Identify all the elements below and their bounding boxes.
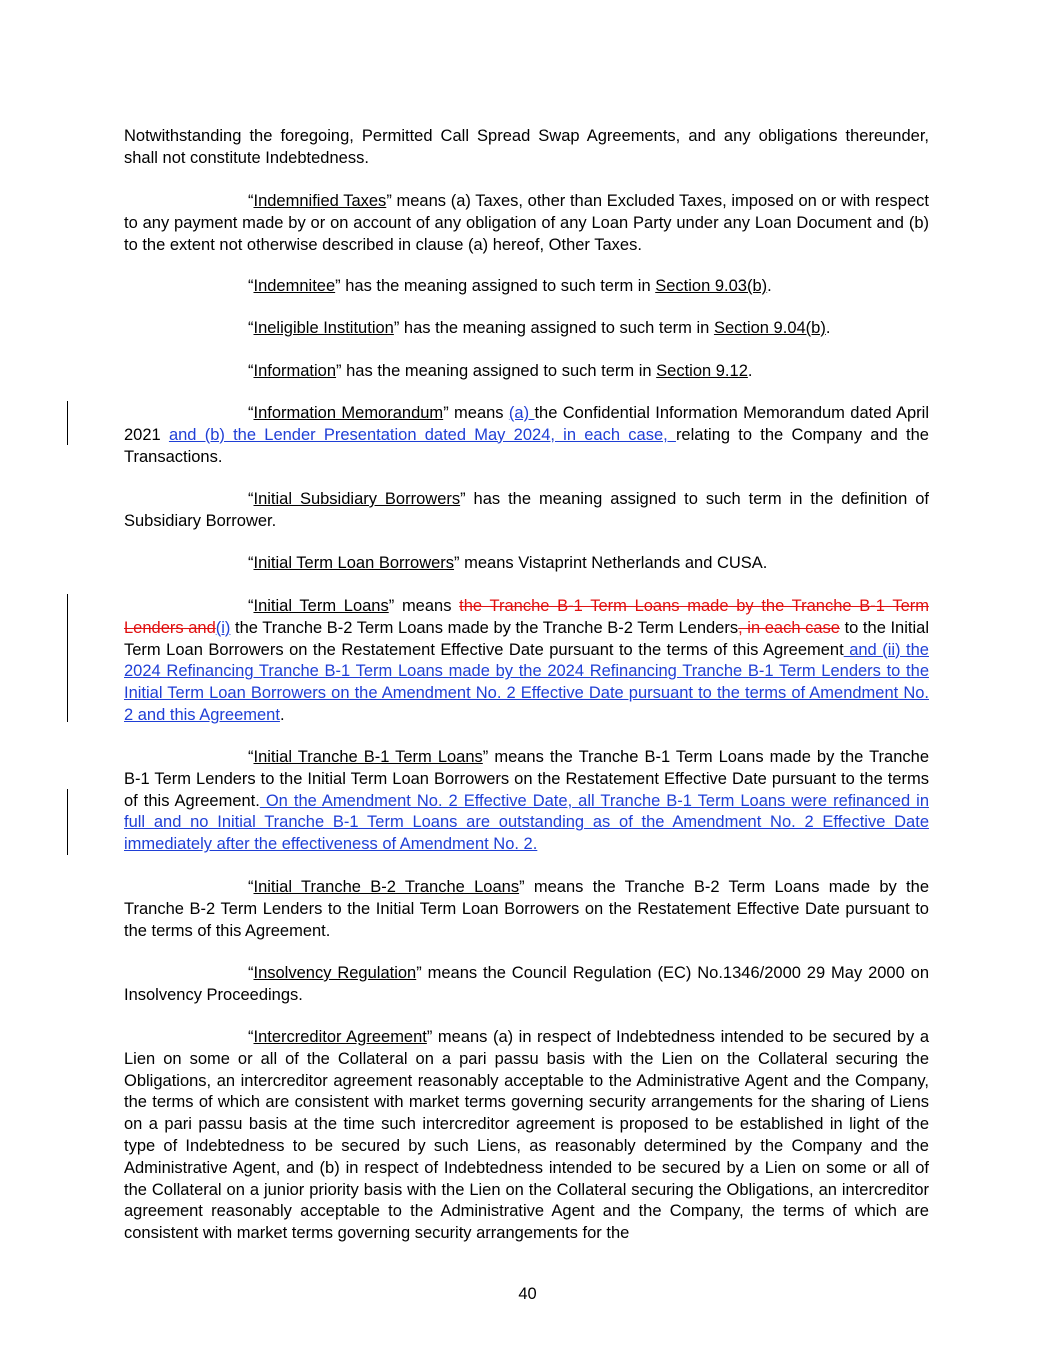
defined-term: Initial Term Loan Borrowers xyxy=(253,554,455,572)
defined-term: Indemnified Taxes xyxy=(253,192,387,210)
section-reference: Section 9.04(b) xyxy=(713,319,826,337)
defined-term: Information xyxy=(253,362,337,380)
inserted-text: and (ii) the 2024 Refinancing Tranche B-1 Term Loans made by the 2024 Refinancing Tranche B-1 Term Lenders to the Initial Term Loan Borrowers on the Amendment No. 2 Effective Date pursuant to the terms of Amendment No. 2 and this Agreement xyxy=(124,640,929,724)
definition-initial-term-loan-borrowers: “Initial Term Loan Borrowers” means Vistaprint Netherlands and CUSA. xyxy=(248,554,768,572)
definition-ineligible-institution: “Ineligible Institution” has the meaning assigned to such term in Section 9.04(b). xyxy=(248,319,831,337)
section-reference: Section 9.03(b) xyxy=(655,277,768,295)
definition-initial-term-loans: “Initial Term Loans” means the Tranche B-1 Term Loans made by the Tranche B-1 Term Lenders and(i) the Tranche B-2 Term Loans made by the Tranche B-2 Term Lenders, in each case to the Initial Term Loan Borrowers on the Restatement Effective Date pursuant to the terms of this Agreement and (ii) the 2024 Refinancing Tranche B-1 Term Loans made by the 2024 Refinancing Tranche B-1 Term Lenders to the Initial Term Loan Borrowers on the Amendment No. 2 Effective Date pursuant to the terms of Amendment No. 2 and this Agreement. xyxy=(124,597,930,724)
defined-term: Intercreditor Agreement xyxy=(253,1028,427,1046)
defined-term: Initial Term Loans xyxy=(253,597,389,615)
inserted-text: On the Amendment No. 2 Effective Date, all Tranche B-1 Term Loans were refinanced in full and no Initial Tranche B-1 Term Loans are outstanding as of the Amendment No. 2 Effective Date immediately after the effectiveness of Amendment No. 2. xyxy=(124,791,929,854)
change-bar xyxy=(67,594,68,722)
change-bar xyxy=(67,401,68,445)
defined-term: Insolvency Regulation xyxy=(253,964,417,982)
inserted-text: and (b) the Lender Presentation dated May 2024, in each case, xyxy=(168,425,676,444)
definition-information: “Information” has the meaning assigned to such term in Section 9.12. xyxy=(248,362,753,380)
definition-initial-tranche-b1-term-loans: “Initial Tranche B-1 Term Loans” means the Tranche B-1 Term Loans made by the Tranche B-1 Term Lenders to the Initial Term Loan Borrowers on the Restatement Effective Date pursuant to the terms of this Agreement. On the Amendment No. 2 Effective Date, all Tranche B-1 Term Loans were refinanced in full and no Initial Tranche B-1 Term Loans are outstanding as of the Amendment No. 2 Effective Date immediately after the effectiveness of Amendment No. 2. xyxy=(124,748,929,854)
definition-insolvency-regulation: “Insolvency Regulation” means the Council Regulation (EC) No.1346/2000 29 May 2000 on Insolvency Proceedings. xyxy=(124,964,930,1004)
change-bar xyxy=(67,789,68,855)
section-reference: Section 9.12 xyxy=(656,362,748,380)
defined-term: Ineligible Institution xyxy=(253,319,394,337)
definition-information-memorandum: “Information Memorandum” means (a) the Confidential Information Memorandum dated April 2021 and (b) the Lender Presentation dated May 2024, in each case, relating to the Company and the Transactions. xyxy=(124,404,930,466)
page-number: 40 xyxy=(518,1285,537,1303)
defined-term: Initial Subsidiary Borrowers xyxy=(253,490,461,508)
definition-indemnitee: “Indemnitee” has the meaning assigned to such term in Section 9.03(b). xyxy=(248,277,772,295)
defined-term: Indemnitee xyxy=(253,277,336,295)
defined-term: Initial Tranche B-2 Tranche Loans xyxy=(253,878,520,896)
deleted-text: the Tranche B-1 Term Loans made by the Tranche B-1 Term Lenders and xyxy=(124,597,930,637)
definition-indemnified-taxes: “Indemnified Taxes” means (a) Taxes, other than Excluded Taxes, imposed on or with respect to any payment made by or on account of any obligation of any Loan Party under any Loan Document and (b) to the extent not otherwise described in clause (a) hereof, Other Taxes. xyxy=(124,192,929,254)
deleted-text: , in each case xyxy=(738,618,840,637)
definition-initial-tranche-b2-tranche-loans: “Initial Tranche B-2 Tranche Loans” means the Tranche B-2 Term Loans made by the Tranche B-2 Term Lenders to the Initial Term Loan Borrowers on the Restatement Effective Date pursuant to the terms of this Agreement. xyxy=(124,878,929,940)
definition-intercreditor-agreement: “Intercreditor Agreement” means (a) in respect of Indebtedness intended to be secured by a Lien on some or all of the Collateral on a pari passu basis with the Lien on the Collateral securing the Obligations, an intercreditor agreement reasonably acceptable to the Administrative Agent and the Company, the terms of which are consistent with market terms governing security arrangements for the sharing of Liens on a pari passu basis at the time such intercreditor agreement is proposed to be established in light of the type of Indebtedness to be secured by such Liens, as reasonably determined by the Company and the Administrative Agent, and (b) in respect of Indebtedness intended to be secured by a Lien on some or all of the Collateral on a junior priority basis with the Lien on the Collateral securing the Obligations, an intercreditor agreement reasonably acceptable to the Administrative Agent and the Company, the terms of which are consistent with market terms governing security arrangements for the xyxy=(124,1028,929,1243)
defined-term: Information Memorandum xyxy=(253,404,444,422)
paragraph-indebtedness-carveout: Notwithstanding the foregoing, Permitted Call Spread Swap Agreements, and any obligations thereunder, shall not constitute Indebtedness. xyxy=(124,127,929,167)
defined-term: Initial Tranche B-1 Term Loans xyxy=(253,748,483,766)
inserted-text: (a) xyxy=(508,404,535,422)
inserted-text: (i) xyxy=(215,618,231,637)
definition-initial-subsidiary-borrowers: “Initial Subsidiary Borrowers” has the meaning assigned to such term in the definition of Subsidiary Borrower. xyxy=(124,490,929,530)
